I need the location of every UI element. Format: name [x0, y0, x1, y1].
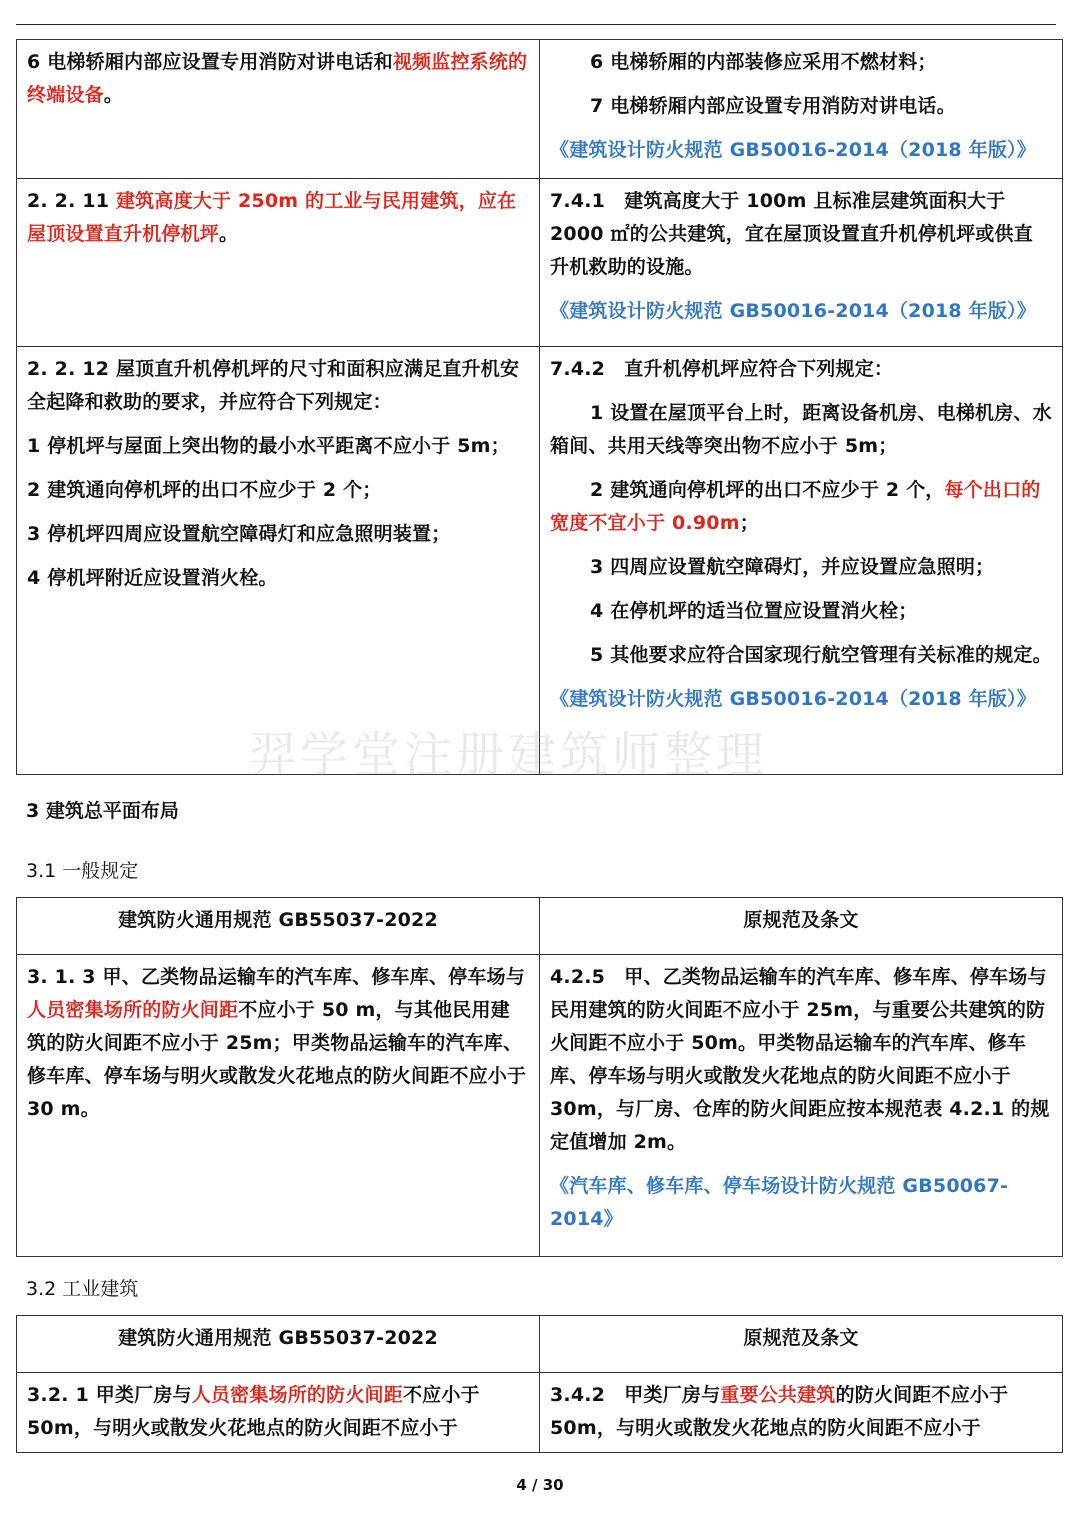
table-row: [17, 179, 1063, 347]
comparison-table-3: [16, 1315, 1063, 1453]
comparison-table-2: [16, 897, 1063, 1257]
source-citation: 《建筑设计防火规范 GB50016-2014（2018 年版）》: [550, 300, 1036, 322]
table-cell: 3.2. 1 甲类厂房与人员密集场所的防火间距不应小于 50m，与明火或散发火花地点的防火间距不应小于: [17, 1373, 540, 1453]
subsection-title: 3.1 一般规定: [26, 860, 139, 882]
column-header: 原规范及条文: [540, 898, 1063, 955]
column-header: 建筑防火通用规范 GB55037-2022: [17, 1316, 540, 1373]
table-cell: 7.4.2 直升机停机坪应符合下列规定： 1 设置在屋顶平台上时，距离设备机房、电梯机房、水箱间、共用天线等突出物不应小于 5m； 2 建筑通向停机坪的出口不应少于 2 个，每个出口的宽度不宜小于 0.90m； 3 四周应设置航空障碍灯，并应设置应急照明； 4 在停机坪的适当位置应设置消火栓； 5 其他要求应符合国家现行航空管理有关标准的规定。 《建筑设计防火规范 GB50016-2014（2018 年版）》: [540, 347, 1063, 775]
table-row: [17, 955, 1063, 1257]
column-header: 建筑防火通用规范 GB55037-2022: [17, 898, 540, 955]
section-title: 3 建筑总平面布局: [26, 800, 179, 822]
table-cell: 2. 2. 11 建筑高度大于 250m 的工业与民用建筑，应在屋顶设置直升机停机坪。: [17, 179, 540, 347]
table-cell: 6 电梯轿厢的内部装修应采用不燃材料； 7 电梯轿厢内部应设置专用消防对讲电话。 《建筑设计防火规范 GB50016-2014（2018 年版）》: [540, 40, 1063, 179]
table-cell: 3.4.2 甲类厂房与重要公共建筑的防火间距不应小于 50m，与明火或散发火花地点的防火间距不应小于: [540, 1373, 1063, 1453]
subsection-title: 3.2 工业建筑: [26, 1278, 139, 1300]
page-number: 4 / 30: [516, 1476, 564, 1494]
table-header-row: [17, 1316, 1063, 1373]
table-cell: 2. 2. 12 屋顶直升机停机坪的尺寸和面积应满足直升机安全起降和救助的要求，并应符合下列规定： 1 停机坪与屋面上突出物的最小水平距离不应小于 5m； 2 建筑通向停机坪的出口不应少于 2 个； 3 停机坪四周应设置航空障碍灯和应急照明装置； 4 停机坪附近应设置消火栓。: [17, 347, 540, 775]
source-citation: 《建筑设计防火规范 GB50016-2014（2018 年版）》: [550, 688, 1036, 710]
comparison-table-1: [16, 39, 1063, 775]
table-row: [17, 347, 1063, 775]
table-cell: 6 电梯轿厢内部应设置专用消防对讲电话和视频监控系统的终端设备。: [17, 40, 540, 179]
table-row: [17, 40, 1063, 179]
table-header-row: [17, 898, 1063, 955]
table-cell: 4.2.5 甲、乙类物品运输车的汽车库、修车库、停车场与民用建筑的防火间距不应小于 25m，与重要公共建筑的防火间距不应小于 50m。甲类物品运输车的汽车库、修车库、停车场与明火或散发火花地点的防火间距不应小于 30m，与厂房、仓库的防火间距应按本规范表 4.2.1 的规定值增加 2m。 《汽车库、修车库、停车场设计防火规范 GB50067-2014》: [540, 955, 1063, 1257]
source-citation: 《建筑设计防火规范 GB50016-2014（2018 年版）》: [550, 139, 1036, 161]
table-cell: 7.4.1 建筑高度大于 100m 且标准层建筑面积大于 2000 ㎡的公共建筑，宜在屋顶设置直升机停机坪或供直升机救助的设施。 《建筑设计防火规范 GB50016-2014（2018 年版）》: [540, 179, 1063, 347]
watermark: 羿学堂注册建筑师整理: [248, 727, 769, 783]
top-rule: [16, 24, 1056, 25]
table-row: [17, 1373, 1063, 1453]
column-header: 原规范及条文: [540, 1316, 1063, 1373]
table-cell: 3. 1. 3 甲、乙类物品运输车的汽车库、修车库、停车场与人员密集场所的防火间距不应小于 50 m，与其他民用建筑的防火间距不应小于 25m；甲类物品运输车的汽车库、修车库、停车场与明火或散发火花地点的防火间距不应小于 30 m。: [17, 955, 540, 1257]
source-citation: 《汽车库、修车库、停车场设计防火规范 GB50067-2014》: [550, 1175, 1009, 1230]
